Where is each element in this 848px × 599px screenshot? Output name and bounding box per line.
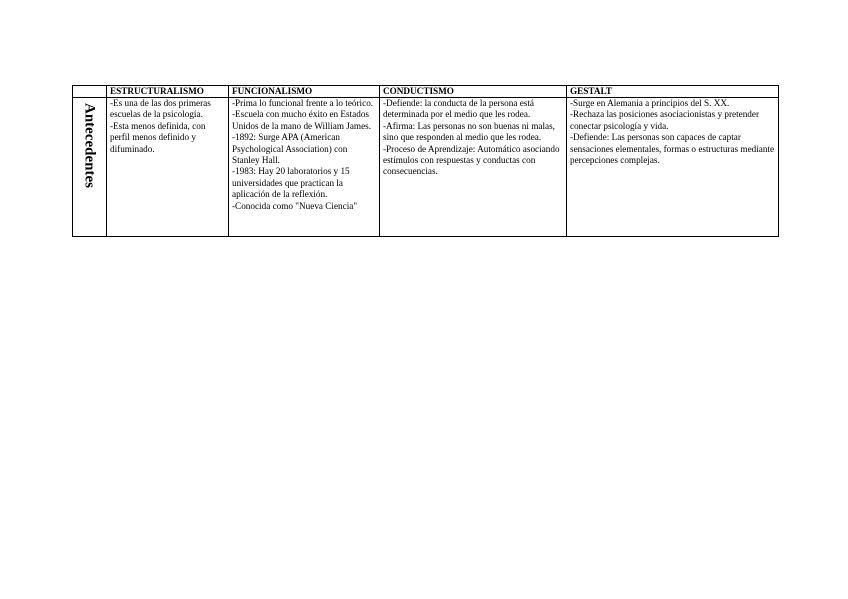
table-header-row — [73, 86, 779, 98]
header-corner-cell — [73, 86, 107, 98]
cell-text: -Escuela con mucho éxito en Estados Unidos de la mano de William James. — [232, 109, 372, 131]
table-row — [73, 98, 779, 237]
cell-text: -Defiende: la conducta de la persona está determinada por el medio que les rodea. — [383, 98, 535, 120]
cell-text: -Proceso de Aprendizaje: Automático asociando estímulos con respuestas y conductas con consecuencias. — [383, 143, 560, 177]
schools-comparison-table — [72, 85, 779, 237]
cell-gestalt — [567, 98, 779, 237]
cell-text: -1983: Hay 20 laboratorios y 15 universidades que practican la aplicación de la reflexión. — [232, 166, 350, 200]
cell-text: -1892: Surge APA (American Psychological Association) con Stanley Hall. — [232, 132, 348, 166]
header-conductismo: CONDUCTISMO — [380, 86, 567, 98]
header-funcionalismo: FUNCIONALISMO — [229, 86, 380, 98]
row-label-cell — [73, 98, 107, 237]
cell-text: -Surge en Alemania a principios del S. XX. — [570, 98, 730, 108]
cell-text: -Conocida como "Nueva Ciencia" — [232, 200, 358, 211]
row-label-antecedentes: Antecedentes — [81, 103, 98, 188]
header-estructuralismo: ESTRUCTURALISMO — [107, 86, 229, 98]
cell-estructuralismo — [107, 98, 229, 237]
cell-text: -Defiende: Las personas son capaces de captar sensaciones elementales, formas o estructuras mediante percepciones complejas. — [570, 132, 775, 166]
header-gestalt: GESTALT — [567, 86, 779, 98]
cell-text: -Afirma: Las personas no son buenas ni malas, sino que responden al medio que les rodea. — [383, 120, 555, 143]
cell-conductismo — [380, 98, 567, 237]
cell-text: -Esta menos definida, con perfil menos definido y difuminado. — [110, 120, 206, 154]
cell-text: -Prima lo funcional frente a lo teórico. — [232, 98, 374, 108]
cell-text: -Es una de las dos primeras escuelas de la psicología. — [110, 98, 211, 120]
cell-text: -Rechaza las posiciones asociacionistas y pretender conectar psicología y vida. — [570, 109, 760, 131]
cell-funcionalismo — [229, 98, 380, 237]
